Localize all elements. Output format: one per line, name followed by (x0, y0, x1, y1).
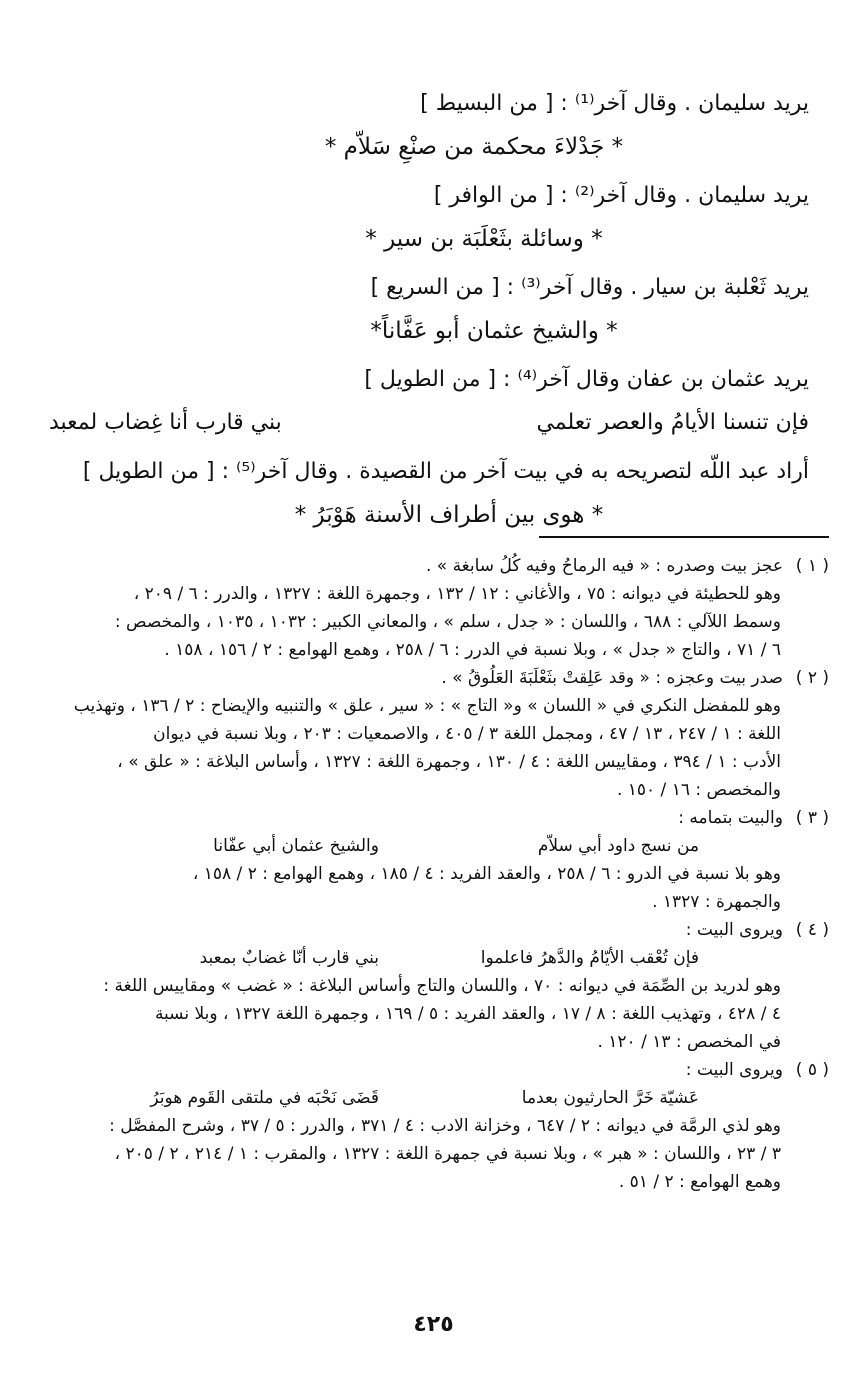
footnote-text: عجز بيت وصدره : « فيه الرماحُ وفيه كُلُ سابغة » . (425, 556, 783, 576)
footnote-number: ( ٥ ) (795, 1060, 829, 1080)
text-line: يريد سليمان . وقال آخر⁽²⁾ : [ من الوافر ] (433, 183, 809, 208)
verse-second-hemistich: والشيخ عثمان أبي عفّانا (213, 836, 379, 856)
verse-first-hemistich: فإن تُعْقب الأيّامُ والدَّهرُ فاعلموا (480, 948, 699, 968)
text-line: أراد عبد اللّه لتصريحه به في بيت آخر من القصيدة . وقال آخر⁽⁵⁾ : [ من الطويل ] (82, 459, 809, 484)
verse-first-hemistich: من نسج داود أبي سلاّم (537, 836, 699, 856)
footnote-text: وهو للحطيئة في ديوانه : ٧٥ ، والأغاني : ١٢ / ١٣٢ ، وجمهرة اللغة : ١٣٢٧ ، والدرر : ٦ / ٢٠٩ ، (133, 584, 781, 604)
footnote-1 (29, 552, 829, 664)
verse-first-hemistich: فإن تنسنا الأيامُ والعصر تعلمي (536, 410, 809, 435)
footnote-4 (29, 916, 829, 1056)
footnote-separator (539, 536, 829, 538)
footnotes (29, 552, 829, 1196)
verse-couplet (49, 402, 809, 444)
footnote-text: وهو بلا نسبة في الدرو : ٦ / ٢٥٨ ، والعقد الفريد : ٤ / ١٨٥ ، وهمع الهوامع : ٢ / ١٥٨ ، (192, 864, 781, 884)
footnote-text: وهو للمفضل النكري في « اللسان » و« التاج » : « سير ، علق » والتنبيه والإيضاح : ٢ / ١٣٦ ، وتهذيب (73, 696, 781, 716)
footnote-text: وهو لذي الرمَّة في ديوانه : ٢ / ٦٤٧ ، وخزانة الادب : ٤ / ٣٧١ ، والدرر : ٥ / ٣٧ ، وشرح المفصَّل : (109, 1116, 781, 1136)
verse-line: * هوى بين أطراف الأسنة هَوْبَرُ * (294, 502, 604, 528)
main-text (49, 82, 809, 536)
footnote-text: ٣ / ٢٣ ، واللسان : « هبر » ، وبلا نسبة في جمهرة اللغة : ١٣٢٧ ، والمقرب : ١ / ٢١٤ ، ٢ / ٢٠٥ ، (114, 1144, 781, 1164)
footnote-text: وسمط اللآلي : ٦٨٨ ، واللسان : « جدل ، سلم » ، والمعاني الكبير : ١٠٣٢ ، ١٠٣٥ ، والمخصص : (114, 612, 781, 632)
footnote-text: الأدب : ١ / ٣٩٤ ، ومقاييس اللغة : ٤ / ١٣٠ ، وجمهرة اللغة : ١٣٢٧ ، وأساس البلاغة : « علق » ، (117, 752, 781, 772)
footnote-text: ويروى البيت : (685, 920, 783, 940)
verse-line: * وسائلة بثَعْلَبَة بن سير * (365, 226, 603, 252)
text-line: يريد ثَعْلبة بن سيار . وقال آخر⁽³⁾ : [ من السريع ] (370, 275, 809, 300)
text-line: يريد عثمان بن عفان وقال آخر⁽⁴⁾ : [ من الطويل ] (364, 367, 809, 392)
footnote-5 (29, 1056, 829, 1196)
footnote-number: ( ٢ ) (795, 668, 829, 688)
page-number: ٤٢٥ (413, 1312, 454, 1337)
verse-first-hemistich: عَشيّة خَرَّ الحارثيون بعدما (521, 1088, 699, 1108)
footnote-text: ٦ / ٧١ ، والتاج « جدل » ، وبلا نسبة في الدرر : ٦ / ٢٥٨ ، وهمع الهوامع : ٢ / ١٥٦ ، ١٥٨ . (164, 640, 781, 660)
footnote-2 (29, 664, 829, 804)
footnote-text: وهو لدريد بن الصِّمَة في ديوانه : ٧٠ ، واللسان والتاج وأساس البلاغة : « غضب » ومقاييس اللغة : (103, 976, 781, 996)
footnote-text: والمخصص : ١٦ / ١٥٠ . (616, 780, 781, 800)
verse-second-hemistich: قَضَى نَحْبَه في ملتقى القَوم هوبَرُ (150, 1088, 379, 1108)
footnote-number: ( ٣ ) (795, 808, 829, 828)
verse-line: * جَدْلاءَ محكمة من صنْعِ سَلاّم * (324, 134, 624, 160)
footnote-verse (29, 832, 829, 860)
footnote-3 (29, 804, 829, 916)
verse-second-hemistich: بني قارب أنّا غضابٌ بمعبد (199, 948, 379, 968)
footnote-verse (29, 1084, 829, 1112)
footnote-text: في المخصص : ١٣ / ١٢٠ . (597, 1032, 781, 1052)
footnote-number: ( ٤ ) (795, 920, 829, 940)
footnote-text: ٤ / ٤٢٨ ، وتهذيب اللغة : ٨ / ١٧ ، والعقد الفريد : ٥ / ١٦٩ ، وجمهرة اللغة ١٣٢٧ ، وبلا نسبة (154, 1004, 781, 1024)
footnote-text: صدر بيت وعجزه : « وقد عَلِقتْ بثَعْلَبَةَ العَلُوقُ » . (441, 668, 783, 688)
footnote-number: ( ١ ) (795, 556, 829, 576)
footnote-text: والجمهرة : ١٣٢٧ . (652, 892, 781, 912)
verse-second-hemistich: بني قارب أنا غِضاب لمعبد (49, 410, 282, 435)
footnote-text: اللغة : ١ / ٢٤٧ ، ١٣ / ٤٧ ، ومجمل اللغة ٣ / ٤٠٥ ، والاصمعيات : ٢٠٣ ، وبلا نسبة في ديوان (153, 724, 781, 744)
footnote-text: وهمع الهوامع : ٢ / ٥١ . (618, 1172, 781, 1192)
footnote-text: والبيت بتمامه : (678, 808, 783, 828)
footnote-verse (29, 944, 829, 972)
footnote-text: ويروى البيت : (685, 1060, 783, 1080)
text-line: يريد سليمان . وقال آخر⁽¹⁾ : [ من البسيط ] (420, 91, 809, 116)
verse-line: * والشيخ عثمان أبو عَفَّاناً* (370, 318, 618, 344)
